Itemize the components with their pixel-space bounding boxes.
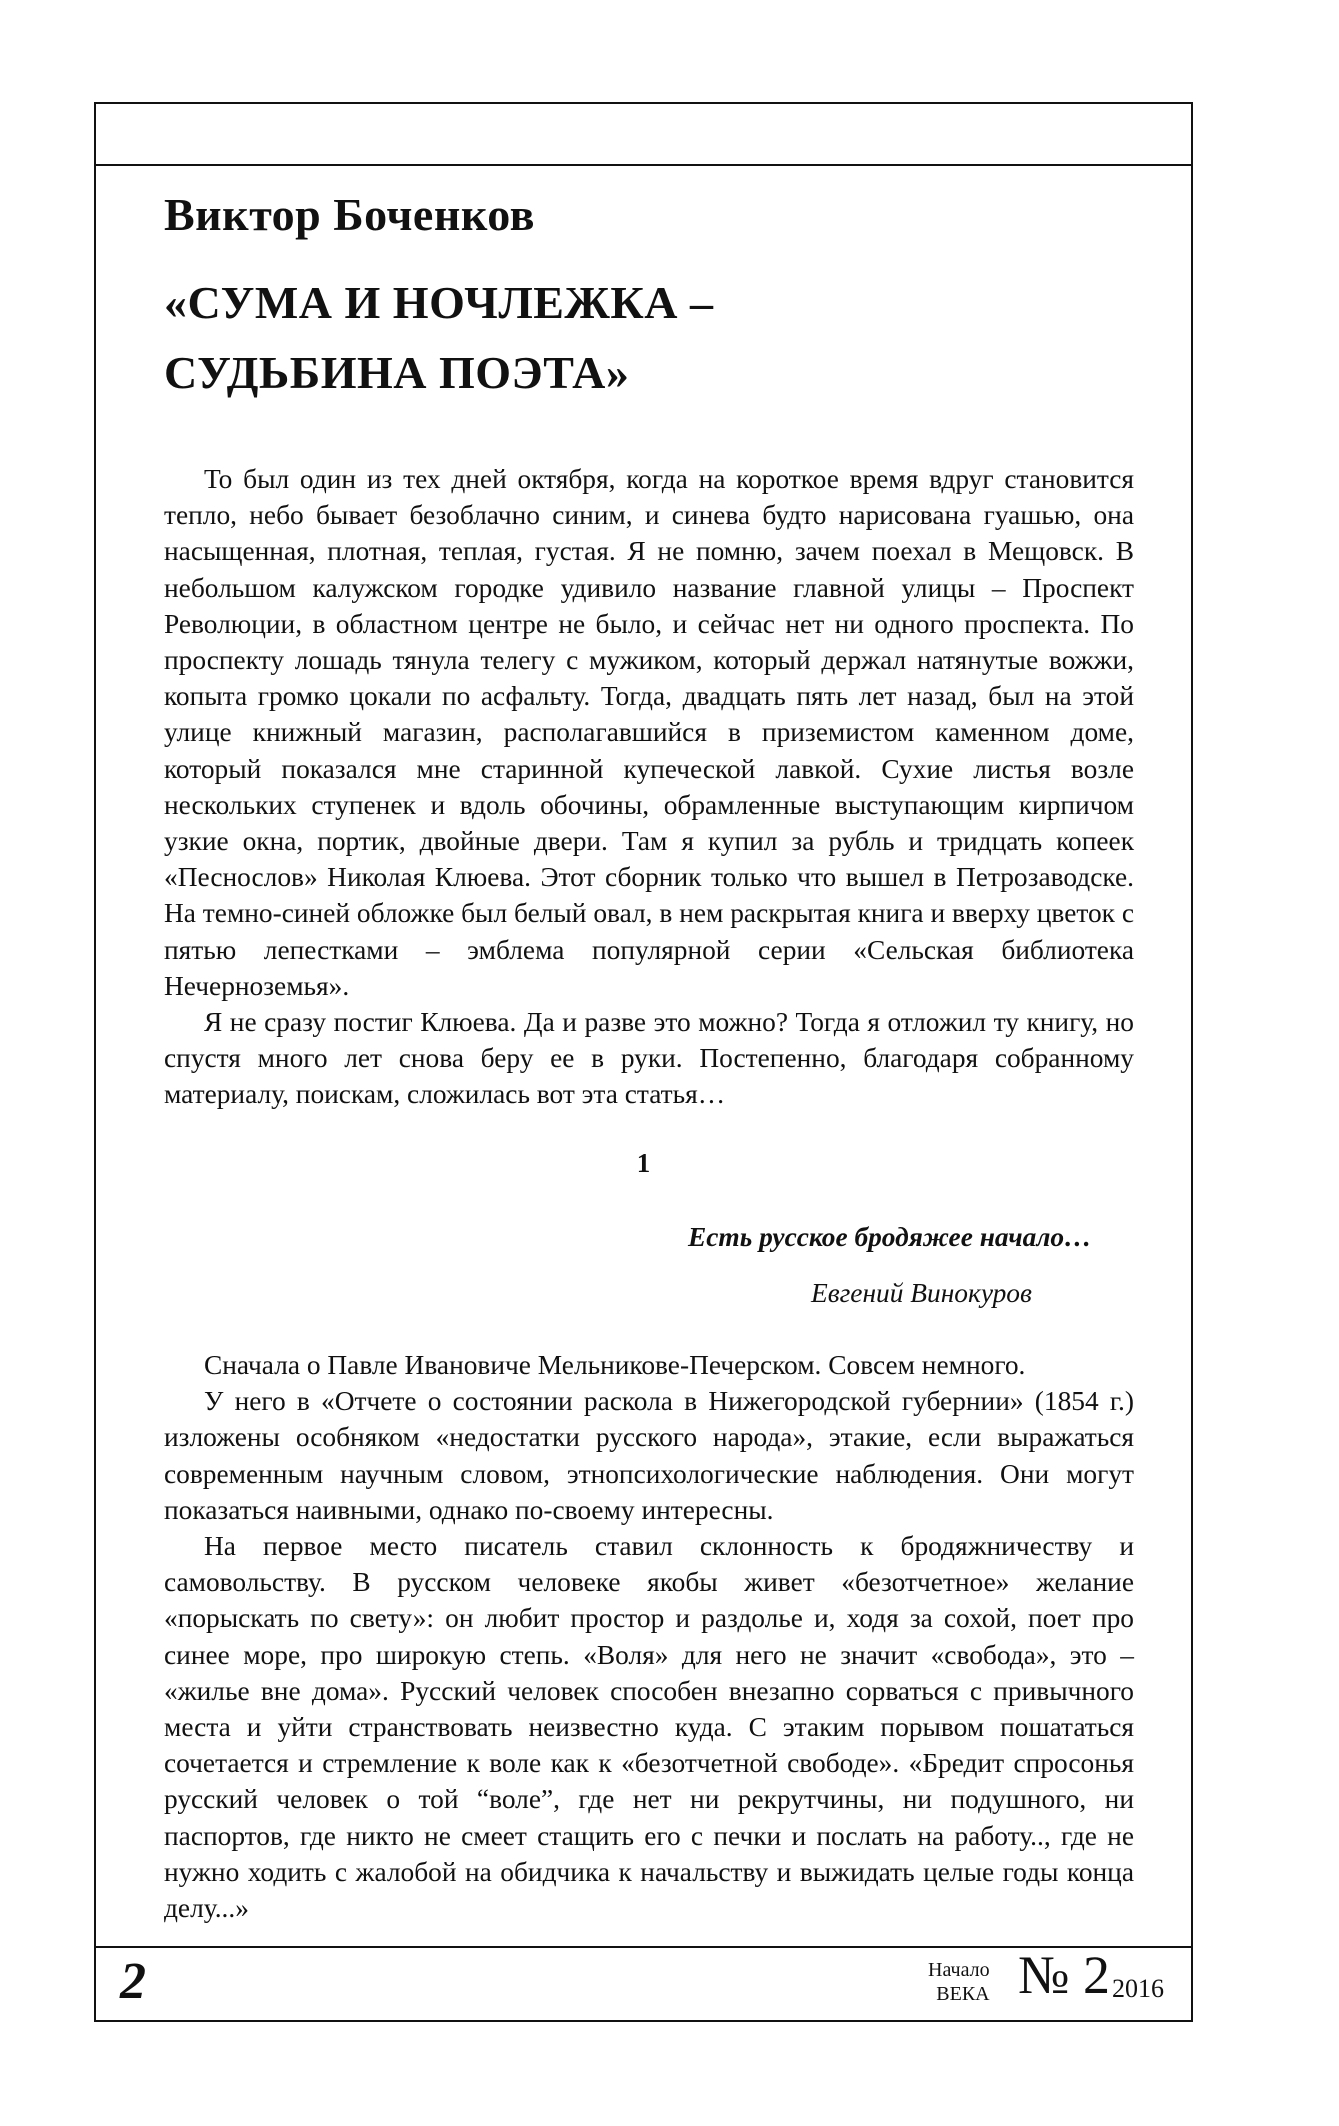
header-rule xyxy=(94,164,1193,166)
magazine-name xyxy=(928,1958,990,2006)
paragraph: На первое место писатель ставил склонность к бродяжничеству и самовольству. В русском человеке якобы живет «безотчетное» желание «порыскать по свету»: он любит простор и раздолье и, ходя за сохой, поет про синее море, про широкую степь. «Воля» для него не значит «свобода», это – «жилье вне дома». Русский человек способен внезапно сорваться с привычного места и уйти странствовать неизвестно куда. С этаким порывом пошататься сочетается и стремление к воле как к «безотчетной свободе». «Бредит спросонья русский человек о той “воле”, где нет ни рекрутчины, ни подушного, ни паспортов, где никто не смеет стащить его с печки и послать на работу.., где не нужно ходить с жалобой на обидчика к начальству и выжидать целые годы конца делу...» xyxy=(164,1531,1134,1924)
paragraph: То был один из тех дней октября, когда на короткое время вдруг становится тепло, небо бывает безоблачно синим, и синева будто нарисована гуашью, она насыщенная, плотная, теплая, густая. Я не помню, зачем поехал в Мещовск. В небольшом калужском городке удивило название главной улицы – Проспект Революции, в областном центре не было, и сейчас нет ни одного проспекта. По проспекту лошадь тянула телегу с мужиком, который держал натянутые вожжи, копыта громко цокали по асфальту. Тогда, двадцать пять лет назад, был на этой улице книжный магазин, располагавшийся в приземистом каменном доме, который показался мне старинной купеческой лавкой. Сухие листья возле нескольких ступенек и вдоль обочины, обрамленные выступающим кирпичом узкие окна, портик, двойные двери. Там я купил за рубль и тридцать копеек «Песнослов» Николая Клюева. Этот сборник только что вышел в Петрозаводске. На темно-синей обложке был белый овал, в нем раскрытая книга и вверху цветок с пятью лепестками – эмблема популярной серии «Сельская библиотека Нечерноземья». xyxy=(164,464,1134,1001)
chapter-text xyxy=(164,1347,1134,1926)
issue-number: № 2 xyxy=(1018,1945,1111,2005)
title-line: СУДЬБИНА ПОЭТА» xyxy=(164,347,630,398)
article-author: Виктор Боченков xyxy=(164,189,535,240)
epigraph-author: Евгений Винокуров xyxy=(811,1278,1032,1308)
paragraph: У него в «Отчете о состоянии раскола в Нижегородской губернии» (1854 г.) изложены особняком «недостатки русского народа», этакие, если выражаться современным научным словом, этнопсихологические наблюдения. Они могут показаться наивными, однако по-своему интересны. xyxy=(164,1386,1134,1525)
issue-year: 2016 xyxy=(1112,1974,1164,2003)
section-number: 1 xyxy=(636,1148,651,1178)
paragraph: Я не сразу постиг Клюева. Да и разве это можно? Тогда я отложил ту книгу, но спустя много лет снова беру ее в руки. Постепенно, благодаря собранному материалу, поискам, сложилась вот эта статья… xyxy=(164,1007,1134,1110)
paragraph: Сначала о Павле Ивановиче Мельникове-Печерском. Совсем немного. xyxy=(204,1350,1026,1380)
magazine-name-line2: ВЕКА xyxy=(936,1983,990,2005)
article-title xyxy=(164,268,713,408)
intro-text xyxy=(164,461,1134,1113)
epigraph-text: Есть русское бродяжее начало… xyxy=(688,1222,1092,1252)
magazine-name-line1: Начало xyxy=(928,1959,990,1981)
page-number: 2 xyxy=(120,1953,146,2010)
title-line: «СУМА И НОЧЛЕЖКА – xyxy=(164,277,714,328)
